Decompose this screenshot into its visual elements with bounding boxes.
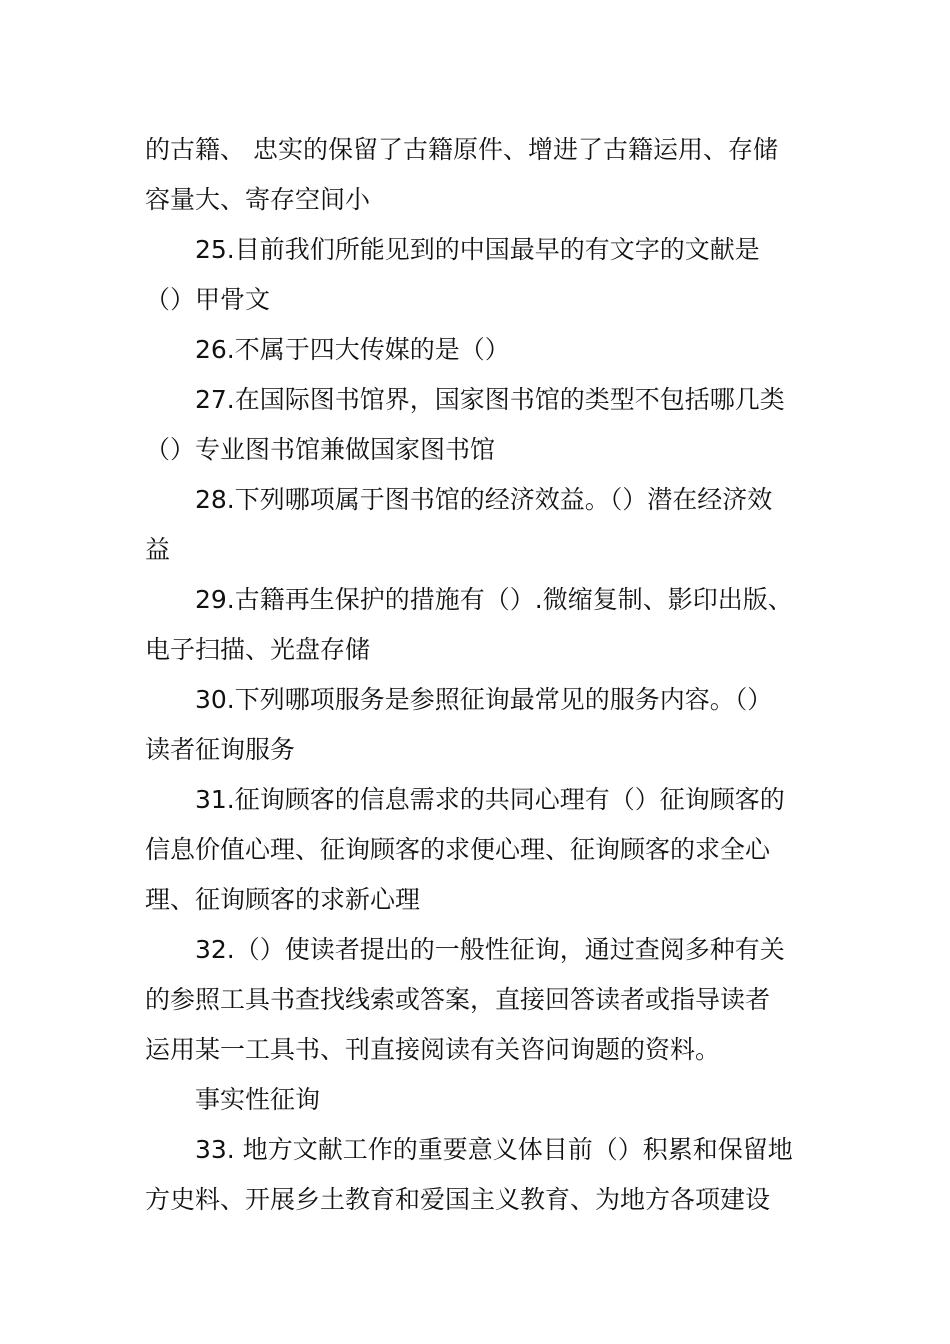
text-line: 27.在国际图书馆界，国家图书馆的类型不包括哪几类 bbox=[195, 385, 785, 414]
text-line: 的参照工具书查找线索或答案，直接回答读者或指导读者 bbox=[145, 985, 771, 1014]
text-line: 32.（）使读者提出的一般性征询，通过查阅多种有关 bbox=[195, 935, 785, 964]
text-line: 28.下列哪项属于图书馆的经济效益。（）潜在经济效 bbox=[195, 485, 773, 514]
document-body bbox=[145, 125, 807, 1225]
text-line: 信息价值心理、征询顾客的求便心理、征询顾客的求全心 bbox=[145, 835, 771, 864]
question-26 bbox=[145, 325, 807, 375]
question-30 bbox=[145, 675, 807, 775]
text-line: 25.目前我们所能见到的中国最早的有文字的文献是 bbox=[195, 235, 760, 264]
text-line: 读者征询服务 bbox=[145, 735, 296, 764]
text-line: 31.征询顾客的信息需求的共同心理有（）征询顾客的 bbox=[195, 785, 785, 814]
text-line: 的古籍、 忠实的保留了古籍原件、增进了古籍运用、存储 bbox=[145, 135, 778, 164]
answer-32 bbox=[145, 1075, 807, 1125]
text-line: 运用某一工具书、刊直接阅读有关咨问询题的资料。 bbox=[145, 1035, 721, 1064]
question-31 bbox=[145, 775, 807, 925]
question-28 bbox=[145, 475, 807, 575]
text-line: 方史料、开展乡土教育和爱国主义教育、为地方各项建设 bbox=[145, 1185, 771, 1214]
text-line: 电子扫描、光盘存储 bbox=[145, 635, 371, 664]
question-29 bbox=[145, 575, 807, 675]
text-line: 容量大、寄存空间小 bbox=[145, 185, 371, 214]
text-line: 事实性征询 bbox=[195, 1085, 321, 1114]
question-27 bbox=[145, 375, 807, 475]
question-25 bbox=[145, 225, 807, 325]
text-line: 理、征询顾客的求新心理 bbox=[145, 885, 421, 914]
text-line: （）甲骨文 bbox=[145, 285, 271, 314]
question-32 bbox=[145, 925, 807, 1075]
text-line: 益 bbox=[145, 535, 171, 564]
text-line: 30.下列哪项服务是参照征询最常见的服务内容。（） bbox=[195, 685, 773, 714]
text-line: 33. 地方文献工作的重要意义体目前（）积累和保留地 bbox=[195, 1135, 793, 1164]
text-line: （）专业图书馆兼做国家图书馆 bbox=[145, 435, 496, 464]
text-line: 29.古籍再生保护的措施有（）.微缩复制、影印出版、 bbox=[195, 585, 793, 614]
paragraph-continuation bbox=[145, 125, 807, 225]
text-line: 26.不属于四大传媒的是（） bbox=[195, 335, 510, 364]
question-33 bbox=[145, 1125, 807, 1225]
